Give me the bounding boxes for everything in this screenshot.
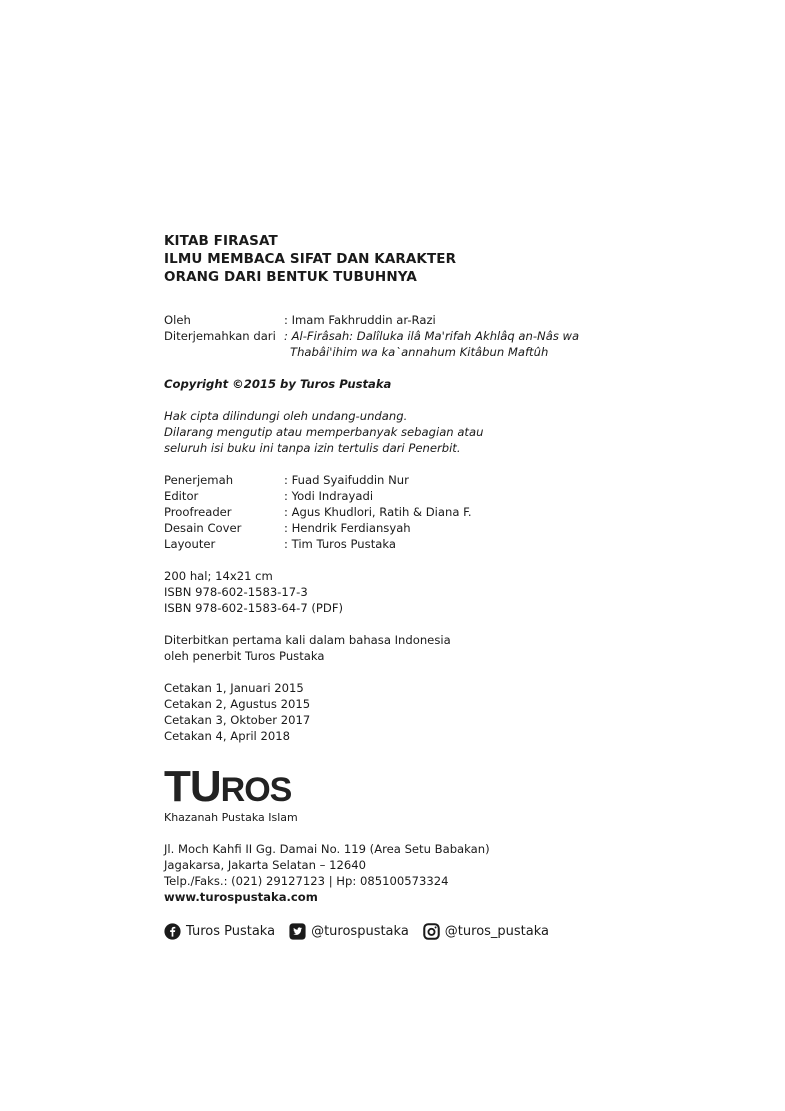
- title-line-1: KITAB FIRASAT: [164, 233, 278, 249]
- rights-line-3: seluruh isi buku ini tanpa izin tertulis dari Penerbit.: [164, 441, 461, 455]
- translated-row: [164, 328, 764, 344]
- credit-label: Desain Cover: [164, 521, 242, 535]
- translated-row-2: [164, 344, 764, 360]
- credit-value: : Hendrik Ferdiansyah: [284, 521, 411, 535]
- rights-line-2: Dilarang mengutip atau memperbanyak sebagian atau: [164, 425, 484, 439]
- credit-row: [164, 488, 764, 504]
- author-label: Oleh: [164, 313, 191, 327]
- printing-item: Cetakan 3, Oktober 2017: [164, 713, 311, 727]
- credit-value: : Yodi Indrayadi: [284, 489, 374, 503]
- title-line-2: ILMU MEMBACA SIFAT DAN KARAKTER: [164, 251, 457, 267]
- credit-label: Editor: [164, 489, 199, 503]
- printing-item: Cetakan 1, Januari 2015: [164, 681, 304, 695]
- isbn-pdf: ISBN 978-602-1583-64-7 (PDF): [164, 601, 344, 615]
- publisher-address: [164, 841, 764, 905]
- translated-label: Diterjemahkan dari: [164, 329, 276, 343]
- copyright-page: [164, 232, 764, 940]
- author-row: [164, 312, 764, 328]
- printing-item: Cetakan 4, April 2018: [164, 729, 290, 743]
- credit-value: : Agus Khudlori, Ratih & Diana F.: [284, 505, 472, 519]
- specs-block: [164, 568, 764, 616]
- copyright-notice: Copyright ©2015 by Turos Pustaka: [164, 377, 392, 391]
- rights-notice: [164, 408, 764, 456]
- website-link[interactable]: www.turospustaka.com: [164, 890, 318, 904]
- logo-main: TU: [164, 762, 221, 811]
- phone-line: Telp./Faks.: (021) 29127123 | Hp: 085100573324: [164, 874, 449, 888]
- facebook-link[interactable]: [164, 923, 275, 940]
- published-line-2: oleh penerbit Turos Pustaka: [164, 649, 325, 663]
- credit-row: [164, 472, 764, 488]
- translated-value-2: Thabâi'ihim wa ka`annahum Kitâbun Maftûh: [290, 345, 549, 359]
- publisher-logo: [164, 762, 764, 825]
- title-line-3: ORANG DARI BENTUK TUBUHNYA: [164, 269, 417, 285]
- published-line-1: Diterbitkan pertama kali dalam bahasa Indonesia: [164, 633, 451, 647]
- instagram-icon: [423, 923, 440, 940]
- facebook-icon: [164, 923, 181, 940]
- logo-wordmark: [164, 762, 764, 811]
- credit-label: Layouter: [164, 537, 216, 551]
- credit-row: [164, 520, 764, 536]
- published-block: [164, 632, 764, 664]
- printing-item: Cetakan 2, Agustus 2015: [164, 697, 311, 711]
- rights-line-1: Hak cipta dilindungi oleh undang-undang.: [164, 409, 408, 423]
- twitter-link[interactable]: [289, 923, 409, 940]
- credit-value: : Fuad Syaifuddin Nur: [284, 473, 409, 487]
- credit-label: Proofreader: [164, 505, 232, 519]
- address-line-2: Jagakarsa, Jakarta Selatan – 12640: [164, 858, 366, 872]
- twitter-icon: [289, 923, 306, 940]
- social-links: [164, 923, 764, 940]
- credit-value: : Tim Turos Pustaka: [284, 537, 396, 551]
- logo-tagline: Khazanah Pustaka Islam: [164, 811, 298, 824]
- printings-block: [164, 680, 764, 744]
- address-line-1: Jl. Moch Kahfi II Gg. Damai No. 119 (Area Setu Babakan): [164, 842, 490, 856]
- facebook-label: Turos Pustaka: [186, 924, 276, 939]
- instagram-label: @turos_pustaka: [444, 924, 550, 939]
- page-count: 200 hal; 14x21 cm: [164, 569, 273, 583]
- twitter-label: @turospustaka: [311, 924, 409, 939]
- logo-rest: ROS: [220, 771, 292, 809]
- book-title: [164, 232, 764, 286]
- author-value: : Imam Fakhruddin ar-Razi: [284, 313, 436, 327]
- credit-row: [164, 504, 764, 520]
- isbn-print: ISBN 978-602-1583-17-3: [164, 585, 308, 599]
- authorship-block: [164, 312, 764, 360]
- instagram-link[interactable]: [423, 923, 549, 940]
- credits-block: [164, 472, 764, 552]
- translated-value-1: : Al-Firâsah: Dalîluka ilâ Ma'rifah Akhlâq an-Nâs wa: [284, 329, 580, 343]
- credit-row: [164, 536, 764, 552]
- credit-label: Penerjemah: [164, 473, 234, 487]
